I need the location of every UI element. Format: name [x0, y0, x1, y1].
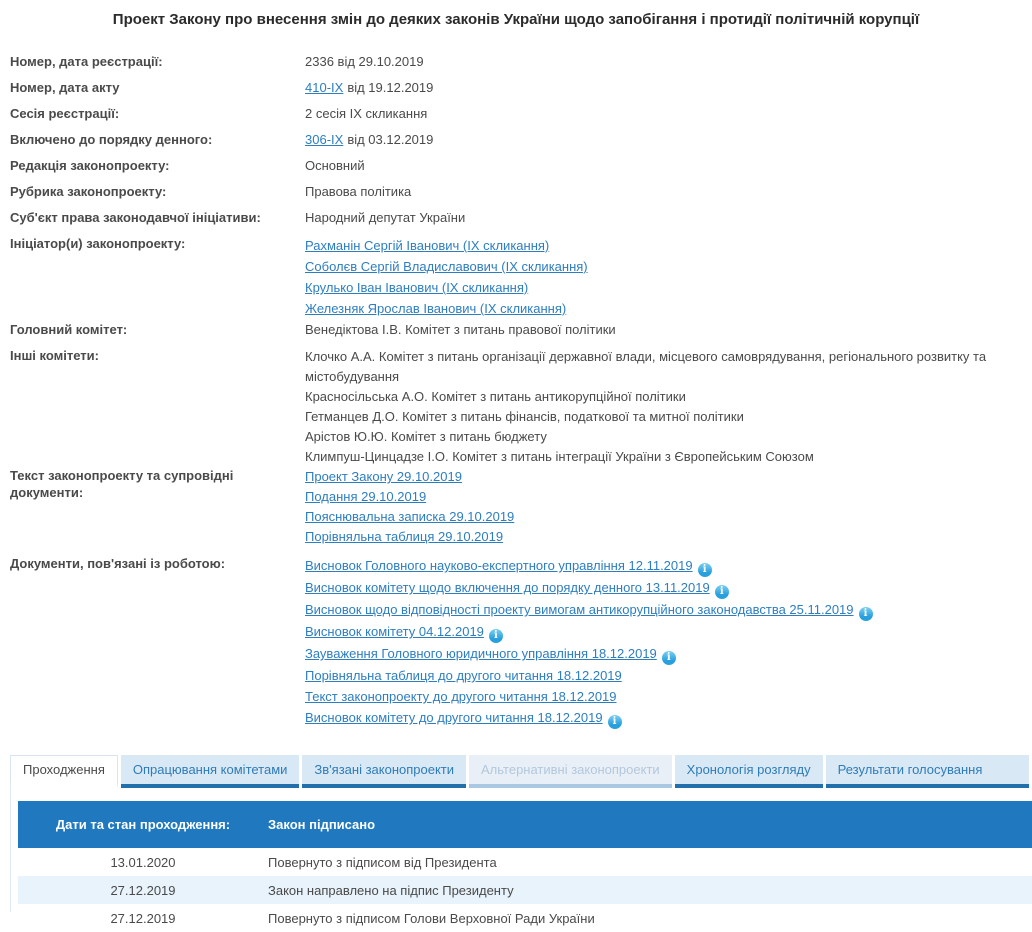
agenda-number-link[interactable]: 306-IX — [305, 132, 344, 147]
related-documents-list — [305, 555, 1020, 729]
detail-row-edition — [10, 157, 1032, 174]
act-date-text: від 19.12.2019 — [347, 80, 434, 95]
related-document-link[interactable]: Порівняльна таблиця до другого читання 18.12.2019 — [305, 668, 622, 683]
committee-item: Красносільська А.О. Комітет з питань антикорупційної політики — [305, 389, 686, 404]
bill-documents-list — [305, 467, 1020, 547]
detail-row-act — [10, 79, 1032, 96]
initiators-label: Ініціатор(и) законопроекту: — [10, 236, 186, 251]
tab-chronology[interactable]: Хронологія розгляду — [675, 755, 823, 788]
registration-value: 2336 від 29.10.2019 — [305, 54, 424, 69]
info-icon[interactable]: i — [715, 585, 729, 599]
detail-row-other-committees — [10, 347, 1032, 467]
initiator-link[interactable]: Крулько Іван Іванович (IX скликання) — [305, 280, 529, 295]
detail-row-session — [10, 105, 1032, 122]
main-committee-label: Головний комітет: — [10, 322, 128, 337]
session-value: 2 сесія IX скликання — [305, 106, 428, 121]
detail-row-registration — [10, 53, 1032, 70]
agenda-value — [305, 131, 1020, 148]
related-documents-label: Документи, пов'язані із роботою: — [10, 556, 226, 571]
table-row — [18, 904, 1032, 932]
tab-passage[interactable]: Проходження — [10, 755, 118, 788]
document-link[interactable]: Порівняльна таблиця 29.10.2019 — [305, 529, 504, 544]
other-committees-label: Інші комітети: — [10, 348, 99, 363]
related-document-line — [305, 577, 1020, 599]
related-document-link[interactable]: Висновок Головного науково-експертного управління 12.11.2019 — [305, 558, 693, 573]
detail-row-initiators — [10, 235, 1032, 319]
column-header-status: Закон підписано — [268, 817, 376, 832]
detail-row-agenda — [10, 131, 1032, 148]
tab-committee-processing[interactable]: Опрацювання комітетами — [121, 755, 300, 788]
subject-label: Суб'єкт права законодавчої ініціативи: — [10, 210, 261, 225]
related-document-link[interactable]: Текст законопроекту до другого читання 18.12.2019 — [305, 689, 617, 704]
act-label: Номер, дата акту — [10, 80, 120, 95]
cell-status: Закон направлено на підпис Президенту — [268, 882, 514, 898]
related-document-line — [305, 643, 1020, 665]
committee-item: Клочко А.А. Комітет з питань організації державної влади, місцевого самоврядування, регіонального розвитку та містобудування — [305, 349, 987, 384]
session-label: Сесія реєстрації: — [10, 106, 120, 121]
initiators-list — [305, 235, 1020, 319]
related-document-link[interactable]: Висновок комітету до другого читання 18.12.2019 — [305, 710, 603, 725]
related-document-line — [305, 599, 1020, 621]
related-document-link[interactable]: Висновок комітету 04.12.2019 — [305, 624, 484, 639]
info-icon[interactable]: i — [859, 607, 873, 621]
committee-item: Гетманцев Д.О. Комітет з питань фінансів, податкової та митної політики — [305, 409, 744, 424]
column-header-dates: Дати та стан проходження: — [55, 817, 231, 832]
info-icon[interactable]: i — [608, 715, 622, 729]
document-link[interactable]: Проект Закону 29.10.2019 — [305, 469, 462, 484]
related-document-link[interactable]: Висновок комітету щодо включення до порядку денного 13.11.2019 — [305, 580, 710, 595]
table-row — [18, 848, 1032, 876]
rubric-value: Правова політика — [305, 184, 412, 199]
document-link[interactable]: Пояснювальна записка 29.10.2019 — [305, 509, 515, 524]
detail-row-bill-documents — [10, 467, 1032, 547]
document-link[interactable]: Подання 29.10.2019 — [305, 489, 427, 504]
act-value — [305, 79, 1020, 96]
detail-row-rubric — [10, 183, 1032, 200]
other-committees-list — [305, 347, 1020, 467]
initiator-link[interactable]: Рахманін Сергій Іванович (IX скликання) — [305, 238, 550, 253]
related-document-line — [305, 665, 1020, 686]
subject-value: Народний депутат України — [305, 210, 466, 225]
cell-status: Повернуто з підписом від Президента — [268, 854, 497, 870]
initiator-link[interactable]: Соболєв Сергій Владиславович (IX скликання) — [305, 259, 588, 274]
edition-value: Основний — [305, 158, 365, 173]
related-document-line — [305, 555, 1020, 577]
bill-details — [0, 53, 1032, 729]
cell-status: Повернуто з підписом Голови Верховної Ради України — [268, 910, 595, 926]
act-number-link[interactable]: 410-IX — [305, 80, 344, 95]
committee-item: Климпуш-Цинцадзе І.О. Комітет з питань інтеграції України з Європейським Союзом — [305, 449, 814, 464]
progress-table — [18, 801, 1032, 932]
related-document-line — [305, 707, 1020, 729]
tab-alternative-bills: Альтернативні законопроекти — [469, 755, 672, 788]
agenda-date-text: від 03.12.2019 — [347, 132, 434, 147]
bill-documents-label: Текст законопроекту та супровідні документи: — [10, 468, 234, 500]
detail-row-subject — [10, 209, 1032, 226]
info-icon[interactable]: i — [489, 629, 503, 643]
tab-voting-results[interactable]: Результати голосування — [826, 755, 1029, 788]
main-committee-value: Венедіктова І.В. Комітет з питань правової політики — [305, 322, 616, 337]
table-row — [18, 876, 1032, 904]
related-document-link[interactable]: Зауваження Головного юридичного управління 18.12.2019 — [305, 646, 657, 661]
tab-related-bills[interactable]: Зв'язані законопроекти — [302, 755, 466, 788]
detail-row-main-committee — [10, 321, 1032, 338]
info-icon[interactable]: i — [698, 563, 712, 577]
cell-date: 13.01.2020 — [110, 854, 176, 870]
related-document-line — [305, 621, 1020, 643]
edition-label: Редакція законопроекту: — [10, 158, 170, 173]
info-icon[interactable]: i — [662, 651, 676, 665]
content-left-border — [10, 782, 11, 912]
progress-table-header — [18, 801, 1032, 848]
committee-item: Арістов Ю.Ю. Комітет з питань бюджету — [305, 429, 547, 444]
related-document-link[interactable]: Висновок щодо відповідності проекту вимогам антикорупційного законодавства 25.11.2019 — [305, 602, 854, 617]
agenda-label: Включено до порядку денного: — [10, 132, 213, 147]
page-title: Проект Закону про внесення змін до деяких законів України щодо запобігання і протидії політичній корупції — [112, 11, 920, 28]
initiator-link[interactable]: Железняк Ярослав Іванович (IX скликання) — [305, 301, 567, 316]
registration-label: Номер, дата реєстрації: — [10, 54, 163, 69]
tab-bar — [10, 755, 1032, 788]
related-document-line — [305, 686, 1020, 707]
rubric-label: Рубрика законопроекту: — [10, 184, 167, 199]
cell-date: 27.12.2019 — [110, 910, 176, 926]
cell-date: 27.12.2019 — [110, 882, 176, 898]
detail-row-related-documents — [10, 555, 1032, 729]
